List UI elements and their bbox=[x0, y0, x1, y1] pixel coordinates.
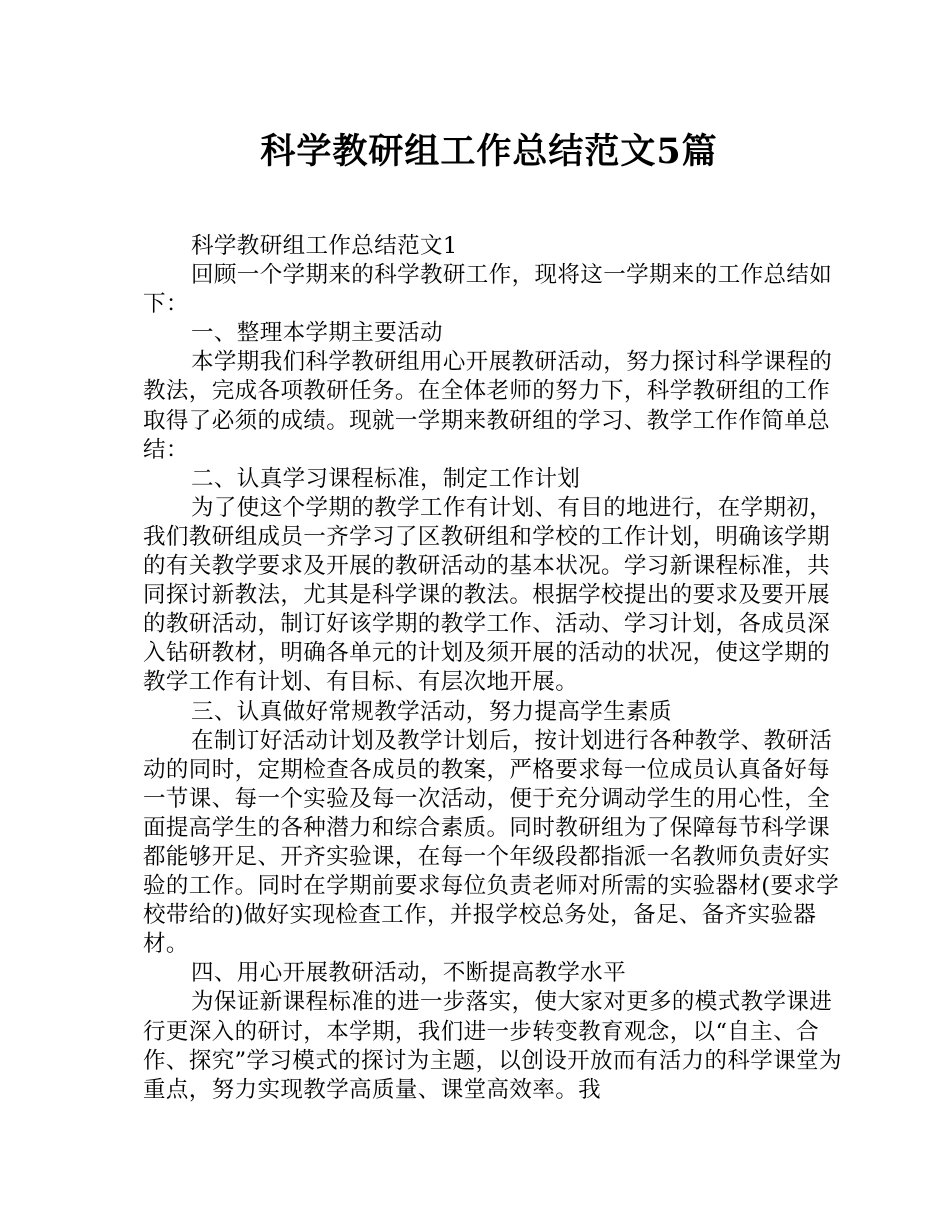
section-heading: 科学教研组工作总结范文1 bbox=[191, 233, 458, 259]
document-title: 科学教研组工作总结范文5篇 bbox=[260, 131, 718, 172]
paragraph: 为了使这个学期的教学工作有计划、有目的地进行，在学期初，我们教研组成员一齐学习了区教研组和学校的工作计划，明确该学期的有关教学要求及开展的教研活动的基本状况。学习新课程标准，共同探讨新教法，尤其是科学课的教法。根据学校提出的要求及要开展的教研活动，制订好该学期的教学工作、活动、学习计划，各成员深入钻研教材，明确各单元的计划及须开展的活动的状况，使这学期的教学工作有计划、有目标、有层次地开展。 bbox=[143, 494, 833, 696]
paragraph: 回顾一个学期来的科学教研工作，现将这一学期来的工作总结如下： bbox=[143, 262, 833, 318]
section-heading: 一、整理本学期主要活动 bbox=[191, 320, 443, 347]
paragraph: 为保证新课程标准的进一步落实，使大家对更多的模式教学课进行更深入的研讨，本学期，我们进一步转变教育观念，以“自主、合作、探究”学习模式的探讨为主题，以创设开放而有活力的科学课堂为重点，努力实现教学高质量、课堂高效率。我 bbox=[143, 989, 842, 1103]
document-body bbox=[143, 232, 843, 1105]
section-heading: 二、认真学习课程标准，制定工作计划 bbox=[191, 465, 581, 492]
section-heading: 三、认真做好常规教学活动，努力提高学生素质 bbox=[191, 698, 672, 725]
paragraph: 在制订好活动计划及教学计划后，按计划进行各种教学、教研活动的同时，定期检查各成员的教案，严格要求每一位成员认真备好每一节课、每一个实验及每一次活动，便于充分调动学生的用心性，全面提高学生的各种潜力和综合素质。同时教研组为了保障每节科学课都能够开足、开齐实验课，在每一个年级段都指派一名教师负责好实验的工作。同时在学期前要求每位负责老师对所需的实验器材(要求学校带给的)做好实现检查工作，并报学校总务处，备足、备齐实验器材。 bbox=[143, 727, 840, 958]
section-heading: 四、用心开展教研活动，不断提高教学水平 bbox=[191, 960, 627, 987]
paragraph: 本学期我们科学教研组用心开展教研活动，努力探讨科学课程的教法，完成各项教研任务。在全体老师的努力下，科学教研组的工作取得了必须的成绩。现就一学期来教研组的学习、教学工作作简单总结： bbox=[143, 349, 833, 463]
